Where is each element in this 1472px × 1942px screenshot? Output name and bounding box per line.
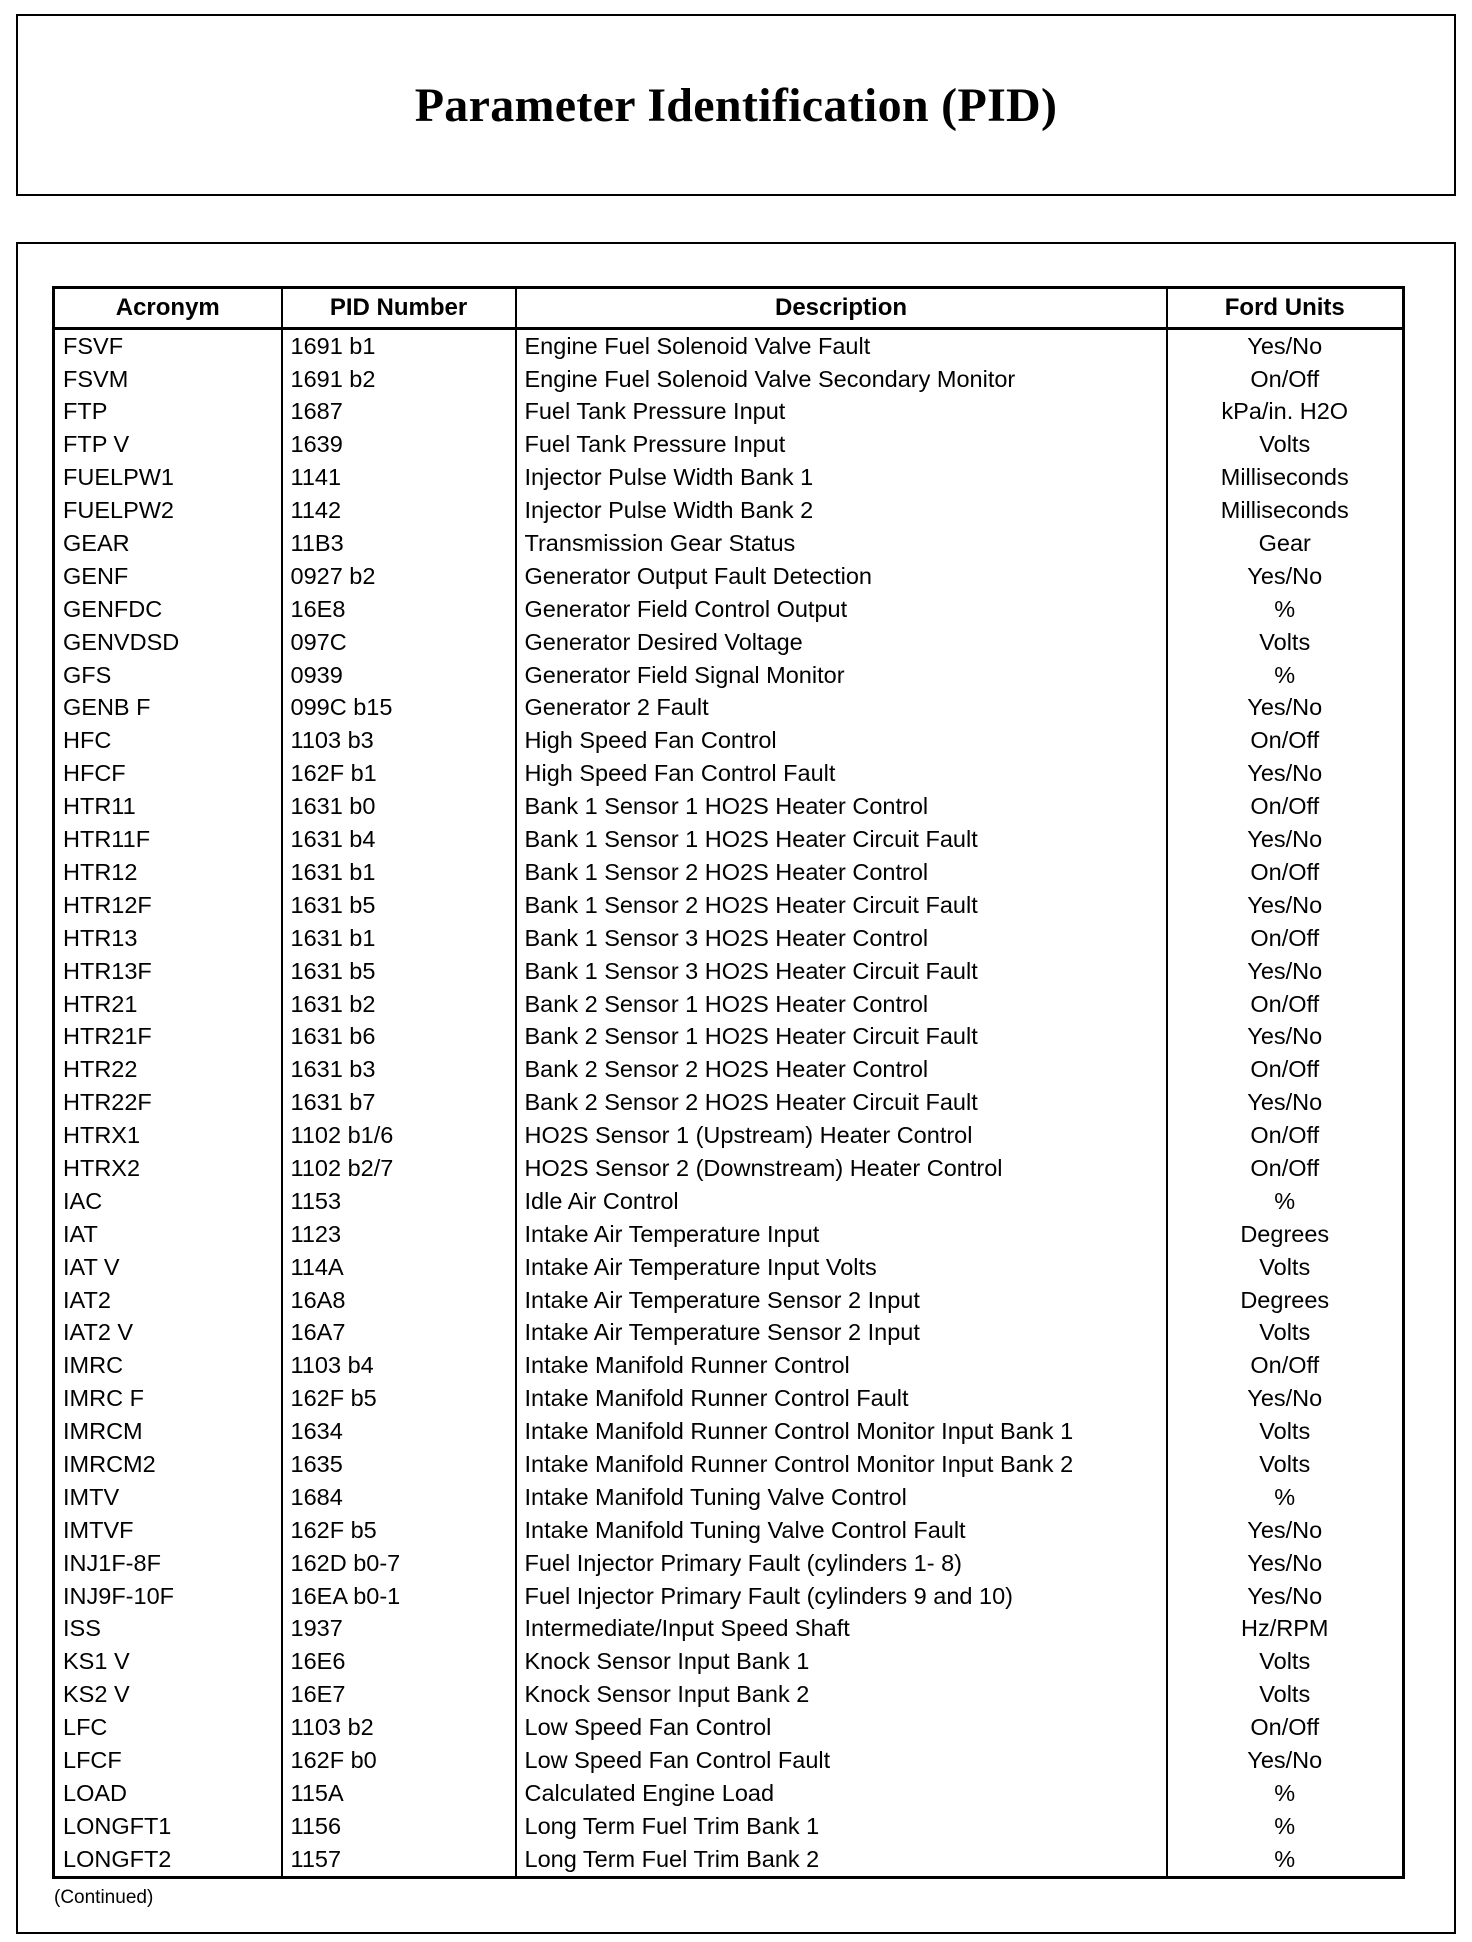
pid-number-cell: 1631 b7 <box>282 1086 516 1119</box>
description-cell: Low Speed Fan Control <box>516 1711 1167 1744</box>
description-cell: Fuel Injector Primary Fault (cylinders 1- 8) <box>516 1547 1167 1580</box>
description-cell: Intake Air Temperature Input Volts <box>516 1251 1167 1284</box>
units-cell: % <box>1274 1845 1296 1872</box>
acronym-cell: FSVF <box>54 329 282 363</box>
table-row <box>54 955 1404 988</box>
pid-number-cell: 1631 b6 <box>282 1021 516 1054</box>
description-cell: HO2S Sensor 1 (Upstream) Heater Control <box>516 1119 1167 1152</box>
units-cell: Degrees <box>1240 1286 1330 1313</box>
acronym-cell: IMRCM2 <box>54 1448 282 1481</box>
table-row <box>54 922 1404 955</box>
page-title: Parameter Identification (PID) <box>414 79 1058 132</box>
table-row <box>54 329 1404 363</box>
acronym-cell: HTR11 <box>54 790 282 823</box>
units-cell: Yes/No <box>1247 1516 1323 1543</box>
units-cell: On/Off <box>1250 365 1320 392</box>
units-cell: kPa/in. H2O <box>1221 398 1349 425</box>
pid-number-cell: 099C b15 <box>282 692 516 725</box>
acronym-cell: GENFDC <box>54 593 282 626</box>
acronym-cell: IAC <box>54 1185 282 1218</box>
description-cell: Bank 1 Sensor 2 HO2S Heater Control <box>516 856 1167 889</box>
units-cell: Yes/No <box>1247 760 1323 787</box>
table-row <box>54 725 1404 758</box>
pid-number-cell: 16A8 <box>282 1284 516 1317</box>
units-cell: % <box>1274 595 1296 622</box>
pid-number-cell: 1141 <box>282 462 516 495</box>
units-cell: Yes/No <box>1247 891 1323 918</box>
table-row <box>54 1350 1404 1383</box>
table-row <box>54 560 1404 593</box>
table-row <box>54 790 1404 823</box>
units-cell: Yes/No <box>1247 1023 1323 1050</box>
column-header-acronym: Acronym <box>54 288 282 329</box>
acronym-cell: HTRX1 <box>54 1119 282 1152</box>
units-cell: Volts <box>1259 1648 1311 1675</box>
pid-number-cell: 1691 b1 <box>282 329 516 363</box>
acronym-cell: INJ9F-10F <box>54 1580 282 1613</box>
table-row <box>54 692 1404 725</box>
acronym-cell: HTRX2 <box>54 1152 282 1185</box>
description-cell: Bank 2 Sensor 2 HO2S Heater Circuit Fault <box>516 1086 1167 1119</box>
table-row <box>54 856 1404 889</box>
acronym-cell: HTR13F <box>54 955 282 988</box>
pid-number-cell: 162F b5 <box>282 1383 516 1416</box>
acronym-cell: HTR22 <box>54 1054 282 1087</box>
units-cell: % <box>1274 1483 1296 1510</box>
column-header-pid-number: PID Number <box>282 288 516 329</box>
units-cell: On/Off <box>1250 1122 1320 1149</box>
units-cell: Volts <box>1259 1418 1311 1445</box>
units-cell: On/Off <box>1250 1154 1320 1181</box>
units-cell: % <box>1274 661 1296 688</box>
description-cell: Engine Fuel Solenoid Valve Fault <box>516 329 1167 363</box>
units-cell: Volts <box>1259 431 1311 458</box>
table-row <box>54 1383 1404 1416</box>
acronym-cell: GEAR <box>54 527 282 560</box>
table-row <box>54 1777 1404 1810</box>
acronym-cell: IAT V <box>54 1251 282 1284</box>
description-cell: Intake Air Temperature Input <box>516 1218 1167 1251</box>
description-cell: Bank 2 Sensor 1 HO2S Heater Control <box>516 988 1167 1021</box>
acronym-cell: FUELPW1 <box>54 462 282 495</box>
table-row <box>54 1119 1404 1152</box>
table-header-row <box>54 288 1404 329</box>
description-cell: High Speed Fan Control Fault <box>516 758 1167 791</box>
acronym-cell: LFCF <box>54 1744 282 1777</box>
table-row <box>54 1251 1404 1284</box>
pid-number-cell: 1639 <box>282 429 516 462</box>
units-cell: Volts <box>1259 1253 1311 1280</box>
pid-number-cell: 1103 b4 <box>282 1350 516 1383</box>
pid-number-cell: 1103 b2 <box>282 1711 516 1744</box>
units-cell: Yes/No <box>1247 1746 1323 1773</box>
description-cell: Generator 2 Fault <box>516 692 1167 725</box>
table-row <box>54 988 1404 1021</box>
units-cell: Yes/No <box>1247 694 1323 721</box>
table-row <box>54 593 1404 626</box>
table-row <box>54 396 1404 429</box>
pid-number-cell: 1631 b1 <box>282 922 516 955</box>
description-cell: Knock Sensor Input Bank 2 <box>516 1679 1167 1712</box>
pid-number-cell: 162F b0 <box>282 1744 516 1777</box>
units-cell: Hz/RPM <box>1241 1615 1329 1642</box>
table-body <box>54 329 1404 1878</box>
table-row <box>54 1415 1404 1448</box>
acronym-cell: IMRC <box>54 1350 282 1383</box>
acronym-cell: IAT2 <box>54 1284 282 1317</box>
table-row <box>54 1580 1404 1613</box>
acronym-cell: IMRC F <box>54 1383 282 1416</box>
acronym-cell: GFS <box>54 659 282 692</box>
description-cell: Bank 2 Sensor 2 HO2S Heater Control <box>516 1054 1167 1087</box>
pid-number-cell: 16A7 <box>282 1317 516 1350</box>
description-cell: Engine Fuel Solenoid Valve Secondary Monitor <box>516 363 1167 396</box>
acronym-cell: FSVM <box>54 363 282 396</box>
units-cell: Yes/No <box>1247 562 1323 589</box>
pid-number-cell: 1937 <box>282 1613 516 1646</box>
units-cell: Milliseconds <box>1220 497 1349 524</box>
pid-number-cell: 1631 b1 <box>282 856 516 889</box>
acronym-cell: HFCF <box>54 758 282 791</box>
acronym-cell: HTR21 <box>54 988 282 1021</box>
pid-number-cell: 1142 <box>282 494 516 527</box>
units-cell: Yes/No <box>1247 332 1323 359</box>
units-cell: Gear <box>1258 530 1311 557</box>
pid-number-cell: 1103 b3 <box>282 725 516 758</box>
table-row <box>54 659 1404 692</box>
description-cell: Transmission Gear Status <box>516 527 1167 560</box>
units-cell: On/Off <box>1250 1056 1320 1083</box>
table-row <box>54 1481 1404 1514</box>
units-cell: Yes/No <box>1247 1549 1323 1576</box>
acronym-cell: IMTV <box>54 1481 282 1514</box>
pid-number-cell: 1631 b0 <box>282 790 516 823</box>
pid-number-cell: 162F b5 <box>282 1514 516 1547</box>
pid-number-cell: 1157 <box>282 1843 516 1877</box>
acronym-cell: HTR12 <box>54 856 282 889</box>
pid-number-cell: 1631 b2 <box>282 988 516 1021</box>
pid-number-cell: 1123 <box>282 1218 516 1251</box>
table-row <box>54 1646 1404 1679</box>
acronym-cell: GENB F <box>54 692 282 725</box>
description-cell: Intermediate/Input Speed Shaft <box>516 1613 1167 1646</box>
acronym-cell: IMRCM <box>54 1415 282 1448</box>
column-header-ford-units: Ford Units <box>1167 288 1404 329</box>
pid-number-cell: 097C <box>282 626 516 659</box>
pid-number-cell: 1102 b1/6 <box>282 1119 516 1152</box>
description-cell: Injector Pulse Width Bank 2 <box>516 494 1167 527</box>
units-cell: Yes/No <box>1247 1385 1323 1412</box>
pid-number-cell: 162F b1 <box>282 758 516 791</box>
pid-number-cell: 1684 <box>282 1481 516 1514</box>
units-cell: On/Off <box>1250 1352 1320 1379</box>
pid-number-cell: 16EA b0-1 <box>282 1580 516 1613</box>
table-row <box>54 1218 1404 1251</box>
description-cell: Calculated Engine Load <box>516 1777 1167 1810</box>
description-cell: Bank 1 Sensor 3 HO2S Heater Circuit Fault <box>516 955 1167 988</box>
acronym-cell: HTR11F <box>54 823 282 856</box>
acronym-cell: LONGFT2 <box>54 1843 282 1877</box>
pid-number-cell: 1631 b3 <box>282 1054 516 1087</box>
acronym-cell: GENF <box>54 560 282 593</box>
pid-number-cell: 1631 b5 <box>282 955 516 988</box>
acronym-cell: INJ1F-8F <box>54 1547 282 1580</box>
table-row <box>54 823 1404 856</box>
description-cell: Bank 1 Sensor 1 HO2S Heater Control <box>516 790 1167 823</box>
acronym-cell: HTR12F <box>54 889 282 922</box>
description-cell: Fuel Tank Pressure Input <box>516 396 1167 429</box>
table-row <box>54 1679 1404 1712</box>
description-cell: Intake Manifold Runner Control Fault <box>516 1383 1167 1416</box>
table-row <box>54 889 1404 922</box>
pid-table <box>52 286 1405 1879</box>
acronym-cell: ISS <box>54 1613 282 1646</box>
acronym-cell: FUELPW2 <box>54 494 282 527</box>
units-cell: Degrees <box>1240 1220 1330 1247</box>
pid-number-cell: 1102 b2/7 <box>282 1152 516 1185</box>
units-cell: Volts <box>1259 1319 1311 1346</box>
units-cell: On/Off <box>1250 924 1320 951</box>
acronym-cell: FTP V <box>54 429 282 462</box>
units-cell: On/Off <box>1250 793 1320 820</box>
table-row <box>54 494 1404 527</box>
acronym-cell: HTR22F <box>54 1086 282 1119</box>
pid-number-cell: 0939 <box>282 659 516 692</box>
description-cell: Fuel Tank Pressure Input <box>516 429 1167 462</box>
description-cell: Low Speed Fan Control Fault <box>516 1744 1167 1777</box>
units-cell: Volts <box>1259 1450 1311 1477</box>
description-cell: Injector Pulse Width Bank 1 <box>516 462 1167 495</box>
acronym-cell: KS1 V <box>54 1646 282 1679</box>
description-cell: Bank 1 Sensor 2 HO2S Heater Circuit Fault <box>516 889 1167 922</box>
acronym-cell: FTP <box>54 396 282 429</box>
table-row <box>54 363 1404 396</box>
description-cell: Generator Output Fault Detection <box>516 560 1167 593</box>
title-box <box>16 14 1456 196</box>
acronym-cell: LFC <box>54 1711 282 1744</box>
acronym-cell: IMTVF <box>54 1514 282 1547</box>
pid-number-cell: 1687 <box>282 396 516 429</box>
table-row <box>54 758 1404 791</box>
acronym-cell: HFC <box>54 725 282 758</box>
table-row <box>54 626 1404 659</box>
table-row <box>54 1185 1404 1218</box>
pid-number-cell: 1631 b4 <box>282 823 516 856</box>
units-cell: Yes/No <box>1247 957 1323 984</box>
units-cell: Yes/No <box>1247 1089 1323 1116</box>
units-cell: Volts <box>1259 1681 1311 1708</box>
acronym-cell: IAT <box>54 1218 282 1251</box>
table-row <box>54 1317 1404 1350</box>
continued-note: (Continued) <box>54 1887 154 1908</box>
table-row <box>54 527 1404 560</box>
description-cell: Knock Sensor Input Bank 1 <box>516 1646 1167 1679</box>
table-row <box>54 1613 1404 1646</box>
units-cell: % <box>1274 1779 1296 1806</box>
pid-number-cell: 115A <box>282 1777 516 1810</box>
table-row <box>54 1054 1404 1087</box>
acronym-cell: IAT2 V <box>54 1317 282 1350</box>
units-cell: Yes/No <box>1247 826 1323 853</box>
pid-number-cell: 1635 <box>282 1448 516 1481</box>
table-row <box>54 1547 1404 1580</box>
table-row <box>54 1514 1404 1547</box>
description-cell: Bank 1 Sensor 3 HO2S Heater Control <box>516 922 1167 955</box>
table-row <box>54 1152 1404 1185</box>
pid-number-cell: 162D b0-7 <box>282 1547 516 1580</box>
description-cell: Intake Manifold Runner Control Monitor Input Bank 1 <box>516 1415 1167 1448</box>
units-cell: % <box>1274 1812 1296 1839</box>
pid-number-cell: 0927 b2 <box>282 560 516 593</box>
table-row <box>54 1284 1404 1317</box>
pid-number-cell: 16E6 <box>282 1646 516 1679</box>
table-row <box>54 1744 1404 1777</box>
units-cell: Milliseconds <box>1220 464 1349 491</box>
description-cell: Generator Field Control Output <box>516 593 1167 626</box>
pid-number-cell: 114A <box>282 1251 516 1284</box>
description-cell: Fuel Injector Primary Fault (cylinders 9 and 10) <box>516 1580 1167 1613</box>
pid-number-cell: 1156 <box>282 1810 516 1843</box>
acronym-cell: LONGFT1 <box>54 1810 282 1843</box>
description-cell: Intake Manifold Runner Control Monitor Input Bank 2 <box>516 1448 1167 1481</box>
description-cell: Generator Desired Voltage <box>516 626 1167 659</box>
acronym-cell: HTR13 <box>54 922 282 955</box>
table-row <box>54 1810 1404 1843</box>
units-cell: % <box>1274 1187 1296 1214</box>
acronym-cell: HTR21F <box>54 1021 282 1054</box>
pid-number-cell: 11B3 <box>282 527 516 560</box>
description-cell: Intake Manifold Tuning Valve Control Fault <box>516 1514 1167 1547</box>
description-cell: Generator Field Signal Monitor <box>516 659 1167 692</box>
description-cell: Intake Air Temperature Sensor 2 Input <box>516 1317 1167 1350</box>
description-cell: Bank 1 Sensor 1 HO2S Heater Circuit Fault <box>516 823 1167 856</box>
table-row <box>54 1086 1404 1119</box>
description-cell: HO2S Sensor 2 (Downstream) Heater Control <box>516 1152 1167 1185</box>
pid-number-cell: 1631 b5 <box>282 889 516 922</box>
description-cell: Idle Air Control <box>516 1185 1167 1218</box>
description-cell: Intake Manifold Tuning Valve Control <box>516 1481 1167 1514</box>
pid-number-cell: 16E8 <box>282 593 516 626</box>
table-row <box>54 429 1404 462</box>
description-cell: Long Term Fuel Trim Bank 1 <box>516 1810 1167 1843</box>
pid-number-cell: 16E7 <box>282 1679 516 1712</box>
units-cell: On/Off <box>1250 727 1320 754</box>
units-cell: Volts <box>1259 628 1311 655</box>
description-cell: Intake Air Temperature Sensor 2 Input <box>516 1284 1167 1317</box>
description-cell: Intake Manifold Runner Control <box>516 1350 1167 1383</box>
units-cell: On/Off <box>1250 1714 1320 1741</box>
acronym-cell: LOAD <box>54 1777 282 1810</box>
description-cell: High Speed Fan Control <box>516 725 1167 758</box>
table-row <box>54 1711 1404 1744</box>
pid-number-cell: 1153 <box>282 1185 516 1218</box>
units-cell: Yes/No <box>1247 1582 1323 1609</box>
table-row <box>54 1448 1404 1481</box>
units-cell: On/Off <box>1250 858 1320 885</box>
acronym-cell: KS2 V <box>54 1679 282 1712</box>
description-cell: Bank 2 Sensor 1 HO2S Heater Circuit Fault <box>516 1021 1167 1054</box>
table-row <box>54 462 1404 495</box>
pid-number-cell: 1634 <box>282 1415 516 1448</box>
table-row <box>54 1021 1404 1054</box>
column-header-description: Description <box>516 288 1167 329</box>
description-cell: Long Term Fuel Trim Bank 2 <box>516 1843 1167 1877</box>
units-cell: On/Off <box>1250 990 1320 1017</box>
pid-number-cell: 1691 b2 <box>282 363 516 396</box>
acronym-cell: GENVDSD <box>54 626 282 659</box>
table-row <box>54 1843 1404 1877</box>
